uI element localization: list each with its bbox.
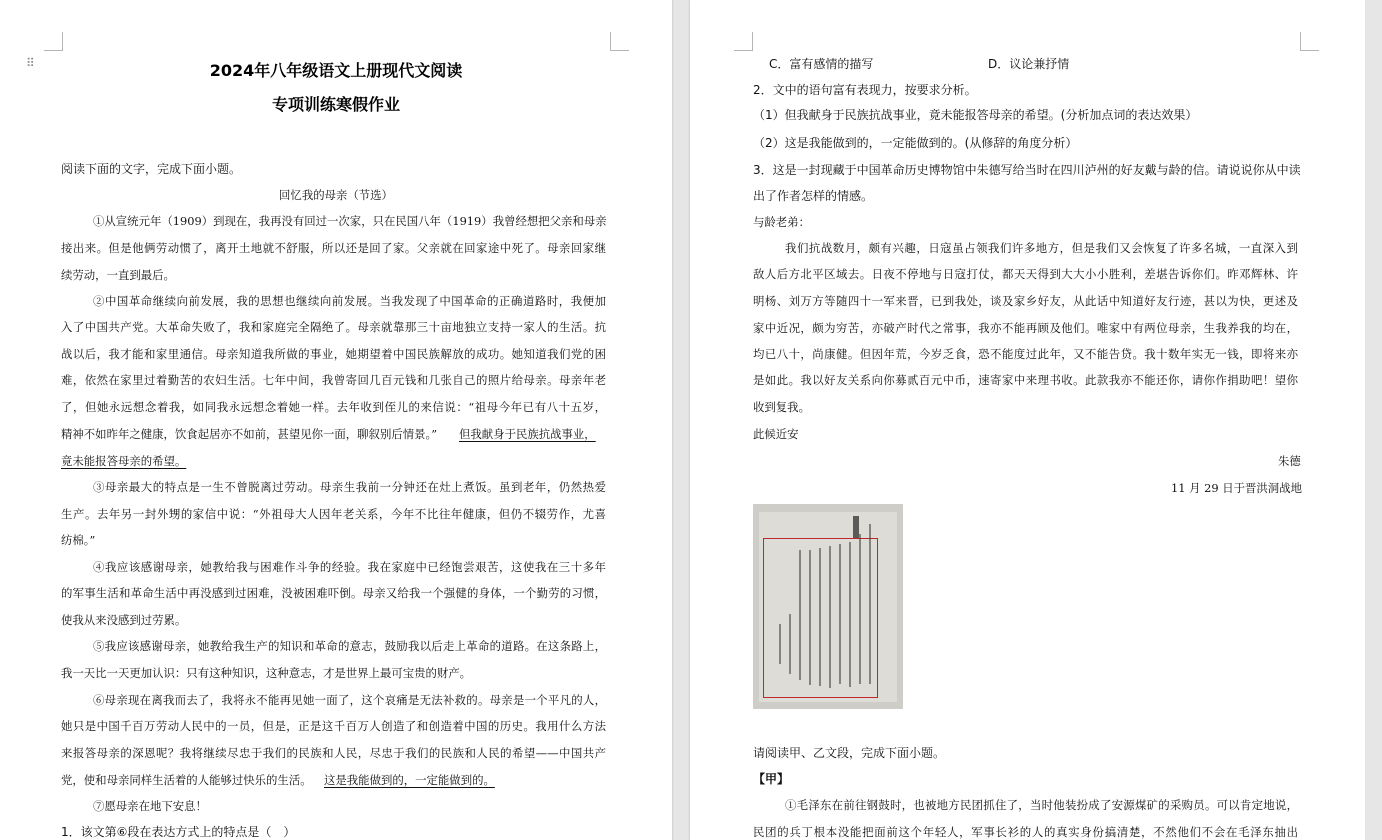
margin-marker-top-right [610,32,629,51]
handwriting-stroke [829,546,831,688]
paragraph-line: 纺棉。” [61,533,96,547]
paragraph-line: 使我从来没感到过劳累。 [61,613,187,627]
paragraph-line: ②中国革命继续向前发展，我的思想也继续向前发展。当我发现了中国革命的正确道路时，我便加 [93,294,606,308]
paragraph-line: ⑥母亲现在离我而去了，我将永不能再见她一面了，这个哀痛是无法补救的。母亲是一个平凡的人， [93,693,606,707]
paragraph-line: 党，使和母亲同样生活着的人能够过快乐的生活。 [61,773,312,787]
document-page-right[interactable] [690,0,1365,840]
paragraph-line: ⑤我应该感谢母亲，她教给我生产的知识和革命的意志，鼓励我以后走上革命的道路。在这条路上， [93,639,606,653]
page-title: 2024年八年级语文上册现代文阅读 [209,61,463,80]
letter-line: 敌人后方北平区域去。日夜不停地与日寇打仗，都天天得到大大小小胜利，差堪告诉你们。昨邓辉林、许 [753,267,1298,281]
paragraph-line: 续劳动，一直到最后。 [61,268,175,282]
handwriting-stroke [853,516,859,538]
margin-marker-top-left [734,32,753,51]
drag-handle-icon[interactable]: ⠿ [26,56,36,70]
paragraph-line: 了，但她永远想念着我，如同我永远想念着她一样。去年收到侄儿的来信说：“祖母今年已有八十五岁， [61,400,606,414]
handwriting-stroke [839,544,841,684]
paragraph-line: 我一天比一天更加认识：只有这种知识，这种意志，才是世界上最可宝贵的财产。 [61,666,472,680]
question-1: 1．该文第⑥段在表达方式上的特点是（ ） [61,825,296,839]
paragraph-line: ①从宣统元年（1909）到现在，我再没有回过一次家，只在民国八年（1919）我曾经想把父亲和母亲 [93,214,607,228]
paragraph-line: 来报答母亲的深恩呢？我将继续尽忠于我们的民族和人民，尽忠于我们的民族和人民的希望——中国共产 [61,746,606,760]
letter-line: 明杨、刘万方等随四十一军来晋，已到我处，谈及家乡好友，从此话中知道好友行迹，甚以为快，更述及 [753,294,1298,308]
reading-instruction-2: 请阅读甲、乙文段，完成下面小题。 [753,746,946,760]
question-2: 2．文中的语句富有表现力，按要求分析。 [753,83,977,97]
paragraph-line: 生产。去年另一封外甥的家信中说：“外祖母大人因年老关系，今年不比往年健康，但仍不辍劳作，尤喜 [61,507,606,521]
paragraph-line: ④我应该感谢母亲，她教给我与困难作斗争的经验。我在家庭中已经饱尝艰苦，这使我在三十多年 [93,560,606,574]
letter-salutation: 与龄老弟： [753,215,810,229]
handwriting-stroke [849,542,851,687]
reading-instruction: 阅读下面的文字，完成下面小题。 [61,162,242,176]
paragraph-line: 接出来。但是他俩劳动惯了，离开土地就不舒服，所以还是回了家。父亲就在回家途中死了。母亲回家继 [61,241,606,255]
underlined-sentence: 这是我能做到的，一定能做到的。 [324,773,495,787]
question-2-part-2: （2）这是我能做到的，一定能做到的。(从修辞的角度分析） [753,136,1078,150]
option-d: D．议论兼抒情 [988,57,1070,71]
handwriting-stroke [809,550,811,685]
letter-photo [753,504,903,709]
vertical-scrollbar[interactable] [1365,0,1382,840]
question-3: 3．这是一封现藏于中国革命历史博物馆中朱德写给当时在四川泸州的好友戴与龄的信。请说说你从中读 [753,163,1301,177]
letter-date: 11 月 29 日于晋洪洞战地 [1171,481,1302,495]
paragraph-line: 的军事生活和革命生活中再没感到过困难，没被困难吓倒。母亲又给我一个强健的身体，一个勤劳的习惯， [61,586,606,600]
paragraph-line: ①毛泽东在前往钢鼓时，也被地方民团抓住了，当时他装扮成了安源煤矿的采购员。可以肯定地说， [785,798,1298,812]
letter-line: 家中近况，颇为穷苦，亦破产时代之常事，我亦不能再顾及他们。唯家中有两位母亲，生我养我的均在， [753,321,1298,335]
question-3-cont: 出了作者怎样的情感。 [753,189,874,203]
paragraph-line: 战以后，我才能和家里通信。母亲知道我所做的事业，她期望着中国民族解放的成功。她知道我们党的困 [61,347,606,361]
section-label-jia: 【甲】 [753,772,790,786]
letter-signature: 朱德 [1278,454,1301,468]
handwriting-stroke [799,550,801,680]
underlined-sentence: 但我献身于民族抗战事业， [459,427,596,441]
paragraph-line: 民团的兵丁根本没能把面前这个年轻人，军事长衫的人的真实身份搞清楚，不然他们不会在毛泽东抽出 [753,825,1298,839]
letter-line: 是如此。我以好友关系向你募贰百元中币，速寄家中来理书收。此款我亦不能还你，请你作捐助吧！望你 [753,373,1298,387]
article-title: 回忆我的母亲（节选） [279,188,393,202]
paragraph-line: 她只是中国千百万劳动人民中的一员，但是，正是这千百万人创造了和创造着中国的历史。我用什么方法 [61,719,606,733]
margin-marker-top-right [1300,32,1319,51]
handwriting-stroke [789,614,791,674]
handwriting-stroke [869,524,871,684]
handwriting-stroke [819,548,821,686]
paragraph-line: ⑦愿母亲在地下安息！ [93,799,207,813]
paragraph-line: 精神不如昨年之健康，饮食起居亦不如前，甚望见你一面，聊叙别后情景。” [61,427,438,441]
handwriting-stroke [859,534,861,684]
page-subtitle: 专项训练寒假作业 [271,95,400,114]
option-c: C．富有感情的描写 [769,57,874,71]
paragraph-line: 难，依然在家里过着勤苦的农妇生活。七年中间，我曾寄回几百元钱和几张自己的照片给母亲。母亲年老 [61,373,606,387]
margin-marker-top-left [44,32,63,51]
paragraph-line: 入了中国共产党。大革命失败了，我和家庭完全隔绝了。母亲就靠那三十亩地独立支持一家人的生活。抗 [61,320,606,334]
letter-line: 我们抗战数月，颇有兴趣，日寇虽占领我们许多地方，但是我们又会恢复了许多名城，一直深入到 [785,241,1298,255]
question-2-part-1: （1）但我献身于民族抗战事业，竟未能报答母亲的希望。(分析加点词的表达效果） [753,108,1198,122]
handwriting-stroke [779,624,781,664]
underlined-sentence: 竟未能报答母亲的希望。 [61,454,187,468]
document-page-left[interactable] [0,0,672,840]
paragraph-line: ③母亲最大的特点是一生不曾脱离过劳动。母亲生我前一分钟还在灶上煮饭。虽到老年，仍然热爱 [93,480,606,494]
letter-line: 均已八十，尚康健。但因年荒，今岁乏食，恐不能度过此年，又不能告贷。我十数年实无一钱，即将来亦 [753,347,1298,361]
letter-closing: 此候近安 [753,427,799,441]
letter-line: 收到复我。 [753,400,810,414]
